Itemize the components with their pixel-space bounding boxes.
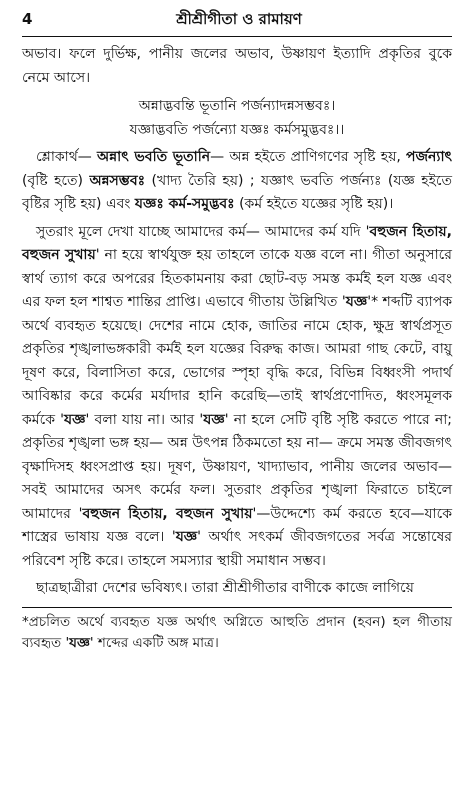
verse-meaning-paragraph: শ্লোকার্থ— অন্নাৎ ভবতি ভূতানি— অন্ন হইতে প্রাণিগণের সৃষ্টি হয়, পর্জন্যাৎ (বৃষ্টি হতে) অন্নসম্ভবঃ (খাদ্য তৈরি হয়) ; যজ্ঞাৎ ভবতি পর্জন্যঃ (যজ্ঞ হইতে বৃষ্টির সৃষ্টি হয়) এবং যজ্ঞঃ কর্ম-সমুদ্ভবঃ (কর্ম হইতে যজ্ঞের সৃষ্টি হয়)।	[22, 149, 453, 212]
footnote-rule	[22, 607, 452, 608]
verse-line-1: অন্নাদ্ভবন্তি ভূতানি পর্জন্যাদন্নসম্ভবঃ।	[138, 98, 336, 114]
paragraph-intro: অভাব। ফলে দুর্ভিক্ষ, পানীয় জলের অভাব, উষ্ণায়ণ ইত্যাদি প্রকৃতির বুকে নেমে আসে।	[22, 46, 452, 86]
running-title: শ্রীশ্রীগীতা ও রামায়ণ	[176, 10, 302, 28]
footnote-text: *প্রচলিত অর্থে ব্যবহৃত যজ্ঞ অর্থাৎ অগ্নিতে আহুতি প্রদান (হবন) হল গীতায় ব্যবহৃত 'যজ্ঞ' শব্দের একটি অঙ্গ মাত্র।	[22, 613, 452, 651]
page-header	[22, 8, 452, 30]
closing-paragraph: ছাত্রছাত্রীরা দেশের ভবিষ্যৎ। তারা শ্রীশ্রীগীতার বাণীকে কাজে লাগিয়ে	[36, 580, 414, 596]
header-rule	[22, 36, 452, 37]
sanskrit-verse	[22, 94, 452, 142]
verse-line-2: যজ্ঞাদ্ভবতি পর্জন্যো যজ্ঞঃ কর্মসমুদ্ভবঃ।।	[129, 122, 345, 138]
footnote	[22, 612, 452, 654]
page-number: 4	[22, 10, 33, 28]
main-paragraph: সুতরাং মূলে দেখা যাচ্ছে আমাদের কর্ম— আমাদের কর্ম যদি 'বহুজন হিতায়, বহুজন সুখায়' না হয়ে স্বার্থযুক্ত হয় তাহলে তাকে যজ্ঞ বলে না। গীতা অনুসারে স্বার্থ ত্যাগ করে অপরের হিতকামনায় করা ছোট-বড় সমস্ত কর্মই হল যজ্ঞ এবং এর ফল হল শাশ্বত শান্তির প্রাপ্তি। এভাবে গীতায় উল্লিখিত 'যজ্ঞ'* শব্দটি ব্যাপক অর্থে ব্যবহৃত হয়েছে। দেশের নামে হোক, জাতির নামে হোক, ক্ষুদ্র স্বার্থপ্রসূত প্রকৃতির শৃঙ্খলাভঙ্গকারী কর্মই হল যজ্ঞের বিরুদ্ধ কাজ। আমরা গাছ কেটে, বায়ু দূষণ করে, বিলাসিতা করে, ভোগের স্পৃহা বৃদ্ধি করে, বিভিন্ন বিধ্বংসী পদার্থ আবিষ্কার করে কর্মের মর্যাদার হানি করেছি—তাই স্বার্থপ্রণোদিত, ধ্বংসমূলক কর্মকে 'যজ্ঞ' বলা যায় না। আর 'যজ্ঞ' না হলে সেটি বৃষ্টি সৃষ্টি করতে পারে না; প্রকৃতির শৃঙ্খলা ভঙ্গ হয়— অন্ন উৎপন্ন ঠিকমতো হয় না— ক্রমে সমস্ত জীবজগৎ বৃক্ষাদিসহ ধ্বংসপ্রাপ্ত হয়। দূষণ, উষ্ণায়ণ, খাদ্যাভাব, পানীয় জলের অভাব— সবই আমাদের অসৎ কর্মের ফল। সুতরাং প্রকৃতির শৃঙ্খলা ফিরাতে চাইলে আমাদের 'বহুজন হিতায়, বহুজন সুখায়'—উদ্দেশ্যে কর্ম করতে হবে—যাকে শাস্ত্রের ভাষায় যজ্ঞ বলে। 'যজ্ঞ' অর্থাৎ সৎকর্ম জীবজগতের সর্বত্র সন্তোষের পরিবেশ সৃষ্টি করে। তাহলে সমস্যার স্থায়ী সমাধান সম্ভব।	[22, 223, 453, 569]
body-text	[22, 43, 452, 601]
